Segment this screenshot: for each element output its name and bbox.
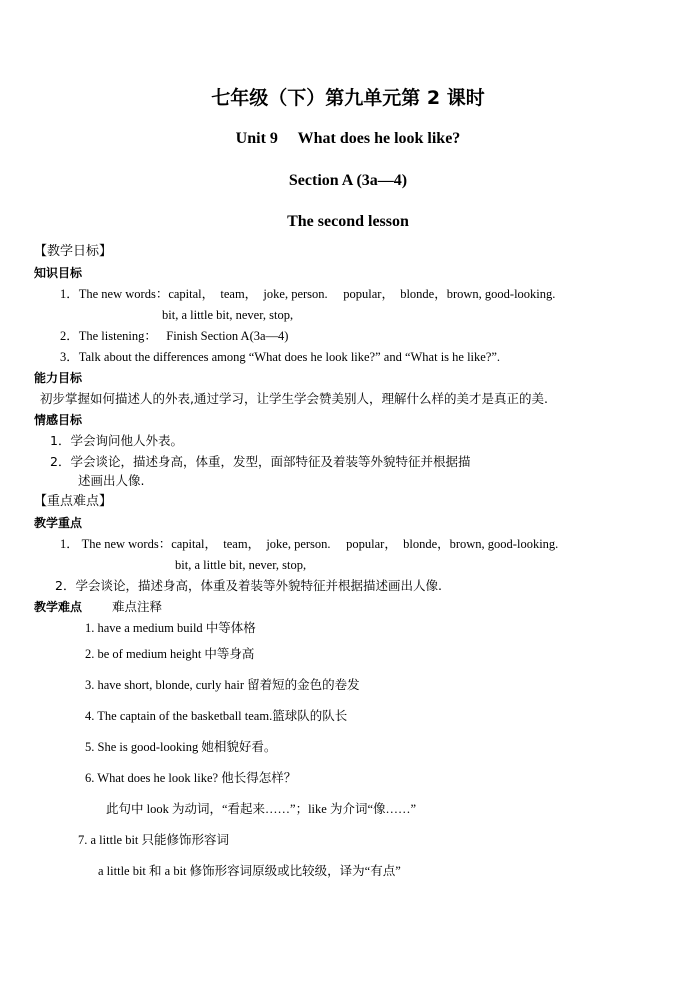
focus-item-1: 1． The new words：capital， team， joke, person. popular， blonde，brown, good-looking. bbox=[60, 537, 559, 551]
knowledge-item-2: 2．The listening： Finish Section A(3a—4) bbox=[60, 329, 289, 343]
ability-goals-label: 能力目标 bbox=[34, 371, 83, 385]
difficulty-note-2: 2. be of medium height 中等身高 bbox=[85, 647, 255, 661]
focus-label: 教学重点 bbox=[34, 516, 83, 530]
knowledge-item-3: 3．Talk about the differences among “What does he look like?” and “What is he like?”. bbox=[60, 350, 501, 364]
difficulty-note-7: 7. a little bit 只能修饰形容词 bbox=[78, 833, 230, 847]
knowledge-item-1: 1．The new words：capital， team， joke, person. popular， blonde，brown, good-looking. bbox=[60, 287, 556, 301]
lesson-title: The second lesson bbox=[287, 213, 409, 230]
section-title: Section A (3a—4) bbox=[288, 172, 408, 189]
difficulty-note-3: 3. have short, blonde, curly hair 留着短的金色的卷发 bbox=[85, 678, 360, 692]
difficulty-note-5: 5. She is good-looking 她相貌好看。 bbox=[85, 740, 277, 754]
knowledge-goals-label: 知识目标 bbox=[34, 266, 83, 280]
emotion-item-2: 2．学会谈论，描述身高，体重，发型，面部特征及着装等外貌特征并根据描 bbox=[50, 454, 471, 469]
difficulty-note-1: 1. have a medium build 中等体格 bbox=[85, 621, 256, 635]
unit-title: Unit 9 What does he look like? bbox=[235, 130, 461, 147]
difficulty-note-6: 6. What does he look like? 他长得怎样？ bbox=[85, 771, 297, 785]
difficulty-note-7-explain: a little bit 和 a bit 修饰形容词原级或比较级，译为“有点” bbox=[98, 864, 401, 878]
difficulty-label: 教学难点 bbox=[34, 600, 83, 614]
focus-item-2: 2．学会谈论，描述身高，体重及着装等外貌特征并根据描述画出人像. bbox=[55, 578, 442, 593]
goals-header: 【教学日标】 bbox=[34, 244, 113, 259]
difficulty-notes-label: 难点注释 bbox=[112, 599, 163, 614]
difficulty-note-6-explain: 此句中 look 为动词，“看起来……”；like 为介词“像……” bbox=[106, 802, 417, 816]
difficulty-note-4: 4. The captain of the basketball team.篮球队的队长 bbox=[85, 709, 348, 723]
knowledge-item-1-cont: bit, a little bit, never, stop, bbox=[162, 308, 294, 322]
page-title: 七年级（下）第九单元第 2 课时 bbox=[211, 87, 485, 109]
emotion-item-1: 1．学会询问他人外表。 bbox=[50, 433, 183, 448]
emotion-item-2-cont: 述画出人像. bbox=[78, 473, 145, 488]
ability-goals-text: 初步掌握如何描述人的外表,通过学习，让学生学会赞美别人，理解什么样的美才是真正的美. bbox=[40, 391, 548, 406]
focus-item-1-cont: bit, a little bit, never, stop, bbox=[175, 558, 307, 572]
keypoints-header: 【重点难点】 bbox=[34, 494, 113, 509]
emotion-goals-label: 情感目标 bbox=[34, 413, 83, 427]
